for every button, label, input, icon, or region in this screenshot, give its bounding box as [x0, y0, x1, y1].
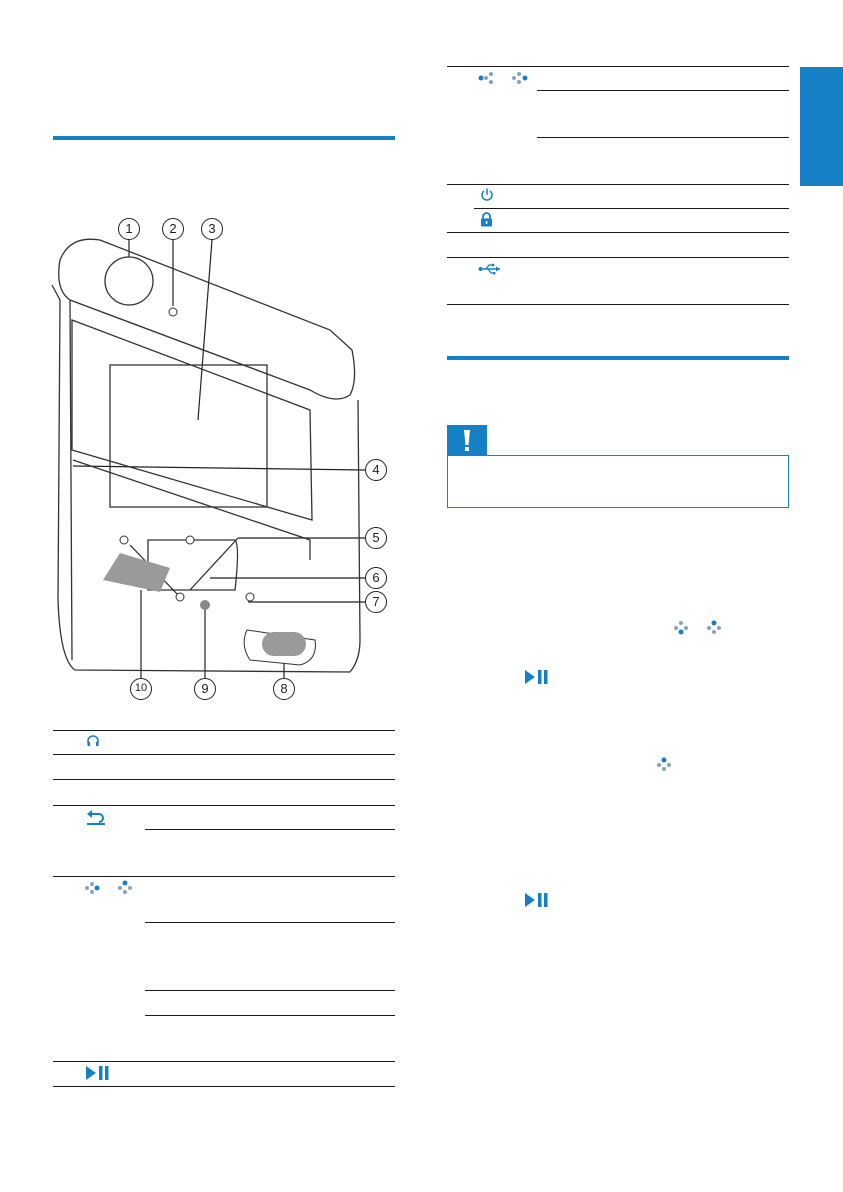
- table-rule: [447, 304, 789, 305]
- exclamation-icon: [447, 425, 487, 455]
- table-rule: [447, 232, 789, 233]
- play-pause-icon: [525, 670, 549, 684]
- table-rule: [447, 184, 789, 185]
- usb-icon: [478, 262, 502, 276]
- table-subrule: [145, 829, 395, 830]
- table-rule: [53, 754, 395, 755]
- table-subrule: [537, 137, 789, 138]
- callout-9: 9: [194, 678, 216, 700]
- table-rule: [53, 730, 395, 731]
- play-pause-icon: [86, 1066, 110, 1080]
- caution-tab: [447, 425, 487, 455]
- nav-dots-pair-icon: [84, 880, 142, 896]
- table-rule: [53, 876, 395, 877]
- play-pause-icon: [525, 893, 549, 907]
- callout-7: 7: [365, 591, 387, 613]
- table-subrule: [145, 990, 395, 991]
- callout-5: 5: [365, 527, 387, 549]
- callout-6: 6: [365, 567, 387, 589]
- table-subrule: [537, 90, 789, 91]
- caution-box: [447, 455, 789, 508]
- table-subrule: [145, 922, 395, 923]
- callout-1: 1: [118, 218, 140, 240]
- callout-8: 8: [273, 678, 295, 700]
- nav-dots-pair-icon: [478, 70, 536, 86]
- table-rule: [447, 257, 789, 258]
- callout-10: 10: [130, 678, 152, 700]
- callout-4: 4: [365, 459, 387, 481]
- back-arrow-icon: [86, 810, 106, 826]
- table-rule: [447, 66, 789, 67]
- table-rule: [53, 1061, 395, 1062]
- callout-2: 2: [162, 218, 184, 240]
- power-icon: [480, 188, 494, 202]
- table-rule: [53, 805, 395, 806]
- table-subrule: [145, 1015, 395, 1016]
- callout-3: 3: [201, 218, 223, 240]
- nav-dots-pair-icon: [673, 620, 731, 636]
- device-illustration: [40, 205, 400, 705]
- table-subrule: [474, 208, 789, 209]
- table-rule: [53, 1086, 395, 1087]
- lock-icon: [480, 212, 493, 227]
- headphone-icon: [86, 734, 100, 748]
- section-rule-left: [53, 136, 395, 140]
- language-tab: [800, 67, 843, 186]
- table-rule: [53, 779, 395, 780]
- section-rule-right: [447, 356, 789, 360]
- nav-dots-icon: [656, 757, 676, 773]
